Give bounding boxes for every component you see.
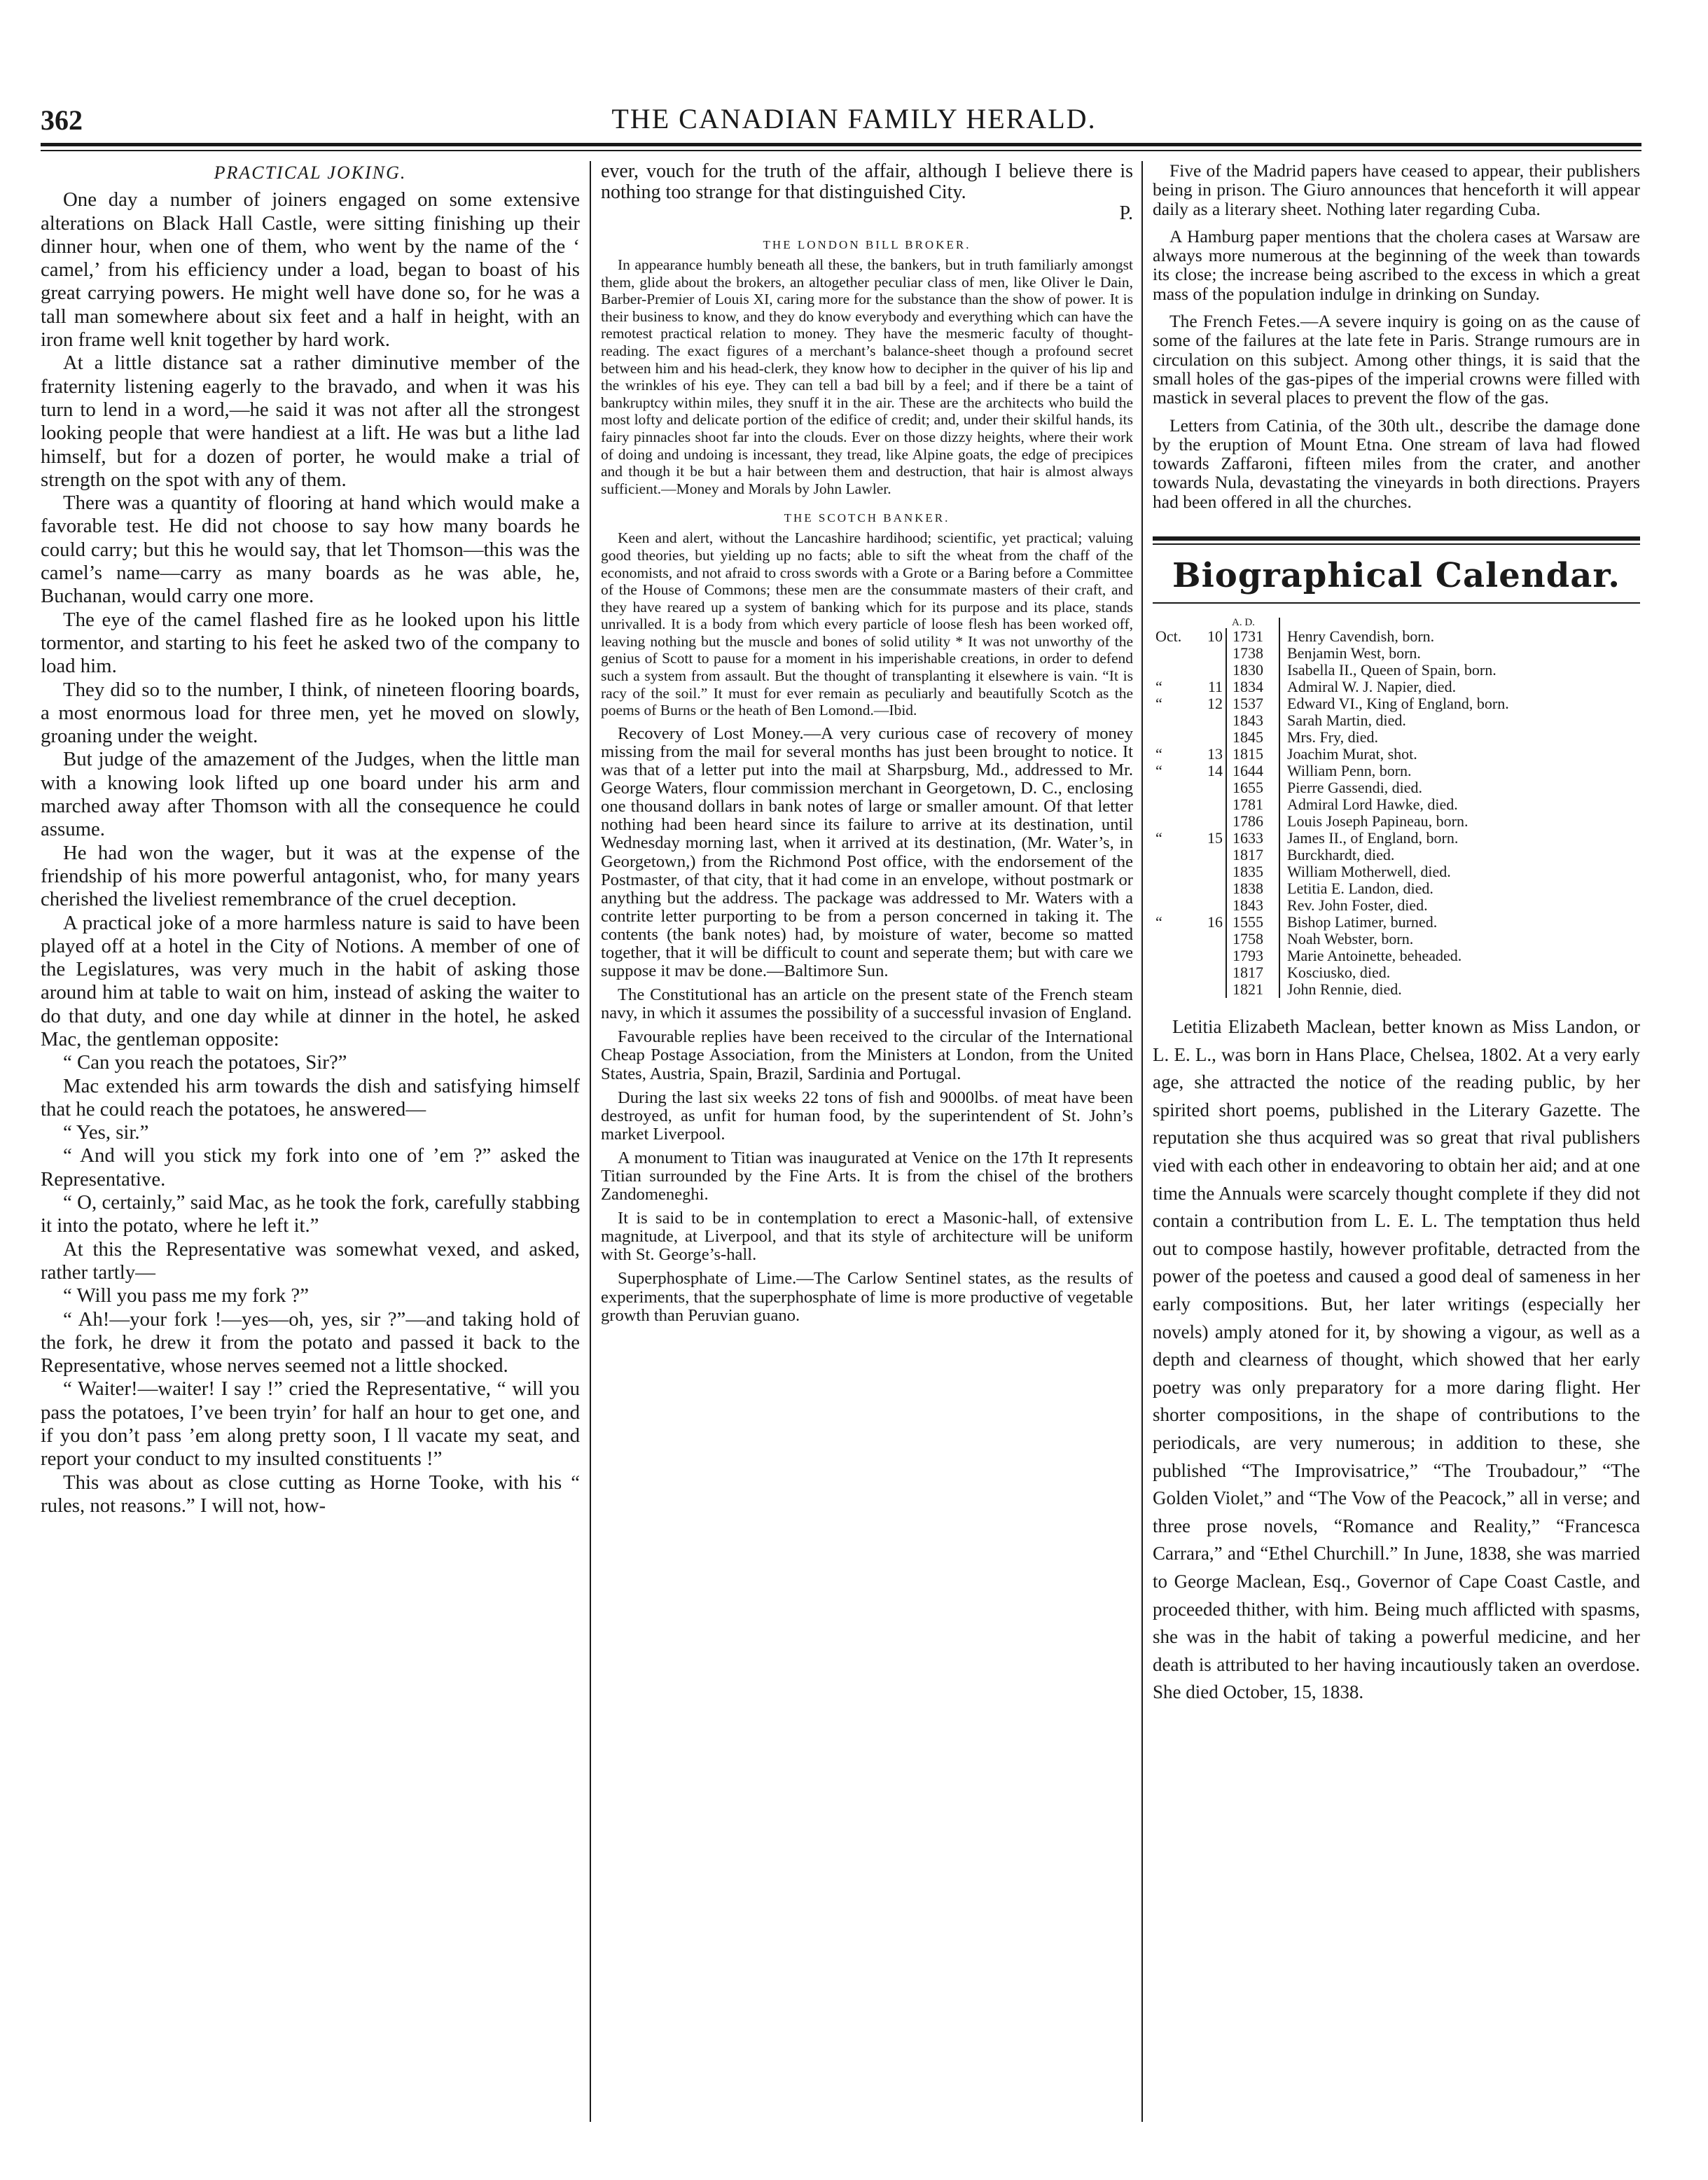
article-paragraph: They did so to the number, I think, of nineteen flooring boards, a most enormous load for three men, yet he moved on slowly, groaning under the weight. — [41, 678, 580, 748]
calendar-row — [1153, 746, 1512, 763]
article-paragraph: At a little distance sat a rather diminutive member of the fraternity listening eagerly to the bravado, and when it was his turn to lend in a word,—he said it was not after all the strongest looking people that were handiest at a lift. He was but a lithe lad himself, but for a dozen of porter, he would make a trial of strength on the spot with any of them. — [41, 352, 580, 491]
calendar-day — [1195, 964, 1226, 981]
calendar-year: 1834 — [1226, 679, 1279, 695]
calendar-row — [1153, 796, 1512, 813]
news-item: It is said to be in contemplation to erect a Masonic-hall, of extensive magnitude, at Liverpool, and that its style of architecture will be uniform with St. George’s-hall. — [601, 1209, 1133, 1265]
calendar-year: 1830 — [1226, 662, 1279, 679]
article-paragraph: “ Waiter!—waiter! I say !” cried the Representative, “ will you pass the potatoes, I’ve been tryin’ for half an hour to get one, and if you don’t pass ’em along pretty soon, I ll vacate my seat, and report your conduct to my insulted constituents !” — [41, 1377, 580, 1471]
calendar-year: 1835 — [1226, 863, 1279, 880]
article-paragraph: Mac extended his arm towards the dish and satisfying himself that he could reach the potatoes, he answered— — [41, 1074, 580, 1120]
calendar-year: 1738 — [1226, 645, 1279, 662]
calendar-month — [1153, 779, 1195, 796]
calendar-year: 1781 — [1226, 796, 1279, 813]
calendar-day: 10 — [1195, 628, 1226, 645]
article-paragraph: “ Will you pass me my fork ?” — [63, 1284, 309, 1307]
article-paragraph: Keen and alert, without the Lancashire hardihood; scientific, yet practical; valuing good theories, but yielding up no facts; able to sift the wheat from the chaff of the economists, and not afraid to cross swords with a Grote or a Baring before a Committee of the House of Commons; these men are the consummate masters of their craft, and they have reared up a system of banking which for its purpose and its place, stands unrivalled. It is a body from which every particle of loose flesh has been worked off, leaving nothing but the muscle and bones of solid utility * It was not unworthy of the genius of Scott to pause for a moment in his imperishable creations, in order to defend such a system from assault. But the thought of transplanting it elsewhere is vain. “It is racy of the soil.” It must for ever remain as peculiarly and beautifully Scotch as the poems of Burns or the heath of Ben Lomond.—Ibid. — [601, 529, 1133, 719]
calendar-event: James II., of England, born. — [1287, 829, 1459, 847]
calendar-year: 1845 — [1226, 729, 1279, 746]
news-item: A Hamburg paper mentions that the cholera cases at Warsaw are always more numerous at the beginning of the week than towards its close; the increase being ascribed to the excess in which a great mass of the population indulge in drinking on Sunday. — [1153, 225, 1640, 304]
masthead-rule-thin — [41, 150, 1641, 151]
calendar-year: 1644 — [1226, 763, 1279, 779]
calendar-event: Isabella II., Queen of Spain, born. — [1287, 661, 1497, 679]
calendar-event: Pierre Gassendi, died. — [1287, 779, 1423, 797]
calendar-year: 1817 — [1226, 847, 1279, 863]
calendar-row — [1153, 779, 1512, 796]
article-signature: P. — [1119, 202, 1133, 224]
calendar-event: Mrs. Fry, died. — [1287, 728, 1378, 747]
article-title: THE SCOTCH BANKER. — [784, 511, 950, 525]
masthead-title: THE CANADIAN FAMILY HERALD. — [611, 103, 1097, 134]
calendar-month — [1153, 813, 1195, 830]
calendar-row — [1153, 763, 1512, 779]
calendar-month: “ — [1155, 829, 1162, 847]
news-item: During the last six weeks 22 tons of fish and 9000lbs. of meat have been destroyed, as unfit for human food, by the superintendent of St. John’s market Liverpool. — [601, 1088, 1133, 1144]
biography-paragraph: Letitia Elizabeth Maclean, better known as Miss Landon, or L. E. L., was born in Hans Place, Chelsea, 1802. At a very early age, she attracted the notice of the reading public, by her spirited short poems, published in the Literary Gazette. The reputation she thus acquired was so great that rival publishers vied with each other in endeavoring to obtain her aid; and at one time the Annuals were scarcely thought complete if they did not contain a contribution from L. E. L. The temptation thus held out to compose hastily, however profitable, detracted from the power of the poetess and caused a good deal of sameness in her early compositions. But, her later writings (especially her novels) amply atoned for it, by showing a vigour, as well as a depth and clearness of thought, which showed that her early poetry was only preparatory for a more daring flight. Her shorter compositions, in the shape of contributions to the periodicals, are very numerous; in addition to these, she published “The Improvisatrice,” “The Troubadour,” “The Golden Violet,” and “The Vow of the Peacock,” all in verse; and three prose novels, “Romance and Reality,” “Francesca Carrara,” and “Ethel Churchill.” In June, 1838, she was married to George Maclean, Esq., Governor of Cape Coast Castle, and proceeded thither, with him. Being much afflicted with spasms, she was in the habit of taking a powerful medicine, and her death is attributed to her having incautiously taken an overdose. She died October, 15, 1838. — [1153, 1016, 1640, 1703]
calendar-event: Admiral Lord Hawke, died. — [1287, 796, 1458, 814]
article-paragraph: “ O, certainly,” said Mac, as he took the fork, carefully stabbing it into the potato, where he left it.” — [41, 1191, 580, 1237]
calendar-table — [1153, 618, 1512, 998]
column-right — [1153, 161, 1640, 2138]
article-paragraph: “ Yes, sir.” — [63, 1121, 149, 1144]
article-paragraph: “ Ah!—your fork !—yes—oh, yes, sir ?”—and taking hold of the fork, he drew it from the potato and passed it back to the Representative, whose nerves seemed not a little shocked. — [41, 1307, 580, 1377]
column-middle — [601, 161, 1133, 2138]
calendar-month: “ — [1155, 745, 1162, 763]
calendar-row — [1153, 914, 1512, 931]
calendar-day: 16 — [1195, 914, 1226, 931]
article-paragraph: There was a quantity of flooring at hand which would make a favorable test. He did not choose to say how many boards he could carry; but this he would say, that let Thomson—this was the camel’s name—carry as many boards as he was able, he, Buchanan, would carry one more. — [41, 492, 580, 608]
calendar-row — [1153, 847, 1512, 863]
article-paragraph: “ Can you reach the potatoes, Sir?” — [63, 1051, 347, 1074]
calendar-event: Joachim Murat, shot. — [1287, 745, 1417, 763]
calendar-event: Admiral W. J. Napier, died. — [1287, 678, 1457, 696]
calendar-month — [1153, 964, 1195, 981]
calendar-day: 15 — [1195, 830, 1226, 847]
calendar-row — [1153, 880, 1512, 897]
news-item: The French Fetes.—A severe inquiry is going on as the cause of some of the failures at the late fete in Paris. Strange rumours are in circulation on this subject. Among other things, it is said that the small holes of the gas-pipes of the imperial crowns were filled with mastick in several places to prevent the flow of the gas. — [1153, 311, 1640, 408]
calendar-row — [1153, 729, 1512, 746]
calendar-month: “ — [1155, 678, 1162, 696]
calendar-event: William Motherwell, died. — [1287, 863, 1451, 881]
calendar-day — [1195, 796, 1226, 813]
calendar-month — [1153, 729, 1195, 746]
calendar-year: 1815 — [1226, 746, 1279, 763]
calendar-event: Bishop Latimer, burned. — [1287, 913, 1438, 931]
calendar-row — [1153, 947, 1512, 964]
page-number: 362 — [41, 104, 83, 136]
article-title: PRACTICAL JOKING. — [214, 162, 407, 183]
calendar-day — [1195, 779, 1226, 796]
calendar-row — [1153, 863, 1512, 880]
calendar-event: John Rennie, died. — [1287, 980, 1402, 999]
calendar-year: 1555 — [1226, 914, 1279, 931]
column-left — [41, 161, 580, 2138]
calendar-day — [1195, 931, 1226, 947]
calendar-header-row — [1153, 618, 1512, 628]
calendar-day — [1195, 813, 1226, 830]
calendar-event: William Penn, born. — [1287, 762, 1412, 780]
calendar-year: 1633 — [1226, 830, 1279, 847]
news-item: Superphosphate of Lime.—The Carlow Sentinel states, as the results of experiments, that the superphosphate of lime is more productive of vegetable growth than Peruvian guano. — [601, 1269, 1133, 1325]
calendar-day: 13 — [1195, 746, 1226, 763]
calendar-row — [1153, 981, 1512, 998]
calendar-row — [1153, 679, 1512, 695]
calendar-event: Noah Webster, born. — [1287, 930, 1414, 948]
article-paragraph: This was about as close cutting as Horne Tooke, with his “ rules, not reasons.” I will not, how- — [41, 1471, 580, 1517]
calendar-month — [1153, 712, 1195, 729]
calendar-year: 1843 — [1226, 897, 1279, 914]
calendar-rule-thin — [1153, 543, 1640, 545]
article-paragraph: But judge of the amazement of the Judges, when the little man with a knowing look lifted up one board under his arm and marched away after Thomson with all the consequence he could assume. — [41, 748, 580, 841]
article-paragraph: In appearance humbly beneath all these, the bankers, but in truth familiarly amongst them, glide about the brokers, an altogether peculiar class of men, like Oliver le Dain, Barber-Premier of Louis XI, caring more for the substance than the show of power. It is their business to know, and they do know everybody and everything which can have the remotest practical relation to money. They have the mesmeric faculty of thought-reading. The exact figures of a merchant’s balance-sheet though a profound secret between him and his head-clerk, they know how to decipher in the quiver of his lip and the wrinkles of his eye. They can tell a bad bill by a feel; and if there be a taint of bankruptcy within miles, they snuff it in the air. These are the architects who build the most lofty and delicate portion of the edifice of credit; and, under their skilful hands, its fairy pinnacles shoot far into the clouds. Ever on those dizzy heights, where their work of doing and undoing is incessant, they tread, like Alpine goats, the edge of precipices and though it be but a hair between them and destruction, that hair is almost always sufficient.—Money and Morals by John Lawler. — [601, 256, 1133, 497]
calendar-row — [1153, 628, 1512, 645]
calendar-event: Burckhardt, died. — [1287, 846, 1395, 864]
calendar-month — [1153, 981, 1195, 998]
calendar-rule — [1153, 536, 1640, 541]
calendar-month: “ — [1155, 913, 1162, 931]
calendar-event: Marie Antoinette, beheaded. — [1287, 947, 1462, 965]
calendar-month — [1153, 947, 1195, 964]
calendar-title-rule — [1153, 602, 1640, 604]
calendar-month: “ — [1155, 762, 1162, 780]
calendar-year: 1655 — [1226, 779, 1279, 796]
calendar-event: Louis Joseph Papineau, born. — [1287, 812, 1469, 831]
calendar-year: 1537 — [1226, 695, 1279, 712]
calendar-year: 1758 — [1226, 931, 1279, 947]
calendar-event: Benjamin West, born. — [1287, 644, 1421, 662]
calendar-month — [1153, 931, 1195, 947]
calendar-year: 1838 — [1226, 880, 1279, 897]
calendar-row — [1153, 830, 1512, 847]
calendar-event: Letitia E. Landon, died. — [1287, 880, 1433, 898]
column-divider — [1141, 161, 1143, 2122]
news-item: A monument to Titian was inaugurated at Venice on the 17th It represents Titian surrounded by the Fine Arts. It is from the chisel of the brothers Zandomeneghi. — [601, 1148, 1133, 1204]
calendar-title: Biographical Calendar. — [1172, 556, 1620, 596]
calendar-month — [1153, 847, 1195, 863]
article-paragraph: At this the Representative was somewhat vexed, and asked, rather tartly— — [41, 1237, 580, 1284]
news-item: Recovery of Lost Money.—A very curious case of recovery of money missing from the mail for several months has just been brought to notice. It was that of a letter put into the mail at Sharpsburg, Md., addressed to Mr. George Waters, flour commission merchant in Georgetown, D. C., enclosing one thousand dollars in bank notes of large or smaller amount. Of that letter nothing had been heard since its failure to arrive at its destination, until Wednesday morning last, when it arrived at its destination, (Mr. Water’s, in Georgetown,) from the Richmond Post office, with the endorsement of the Postmaster, of that city, that it had come in an envelope, without postmark or anything but the address. The package was addressed to Mr. Waters with a contrite letter purporting to be from a person concerned in taking it. The contents (the bank notes) had, by moisture of water, become so matted together, that it will be difficult to count and seperate them; but with care we suppose it mav be done.—Baltimore Sun. — [601, 723, 1133, 981]
article-continuation: ever, vouch for the truth of the affair, although I believe there is nothing too strange for that distinguished City. — [601, 161, 1133, 203]
calendar-month: “ — [1155, 695, 1162, 713]
calendar-day: 14 — [1195, 763, 1226, 779]
news-item: Five of the Madrid papers have ceased to appear, their publishers being in prison. The Giuro announces that henceforth it will appear daily as a literary sheet. Nothing later regarding Cuba. — [1153, 161, 1640, 219]
calendar-day — [1195, 863, 1226, 880]
calendar-month — [1153, 796, 1195, 813]
calendar-year: 1793 — [1226, 947, 1279, 964]
calendar-row — [1153, 695, 1512, 712]
calendar-day: 11 — [1195, 679, 1226, 695]
calendar-month — [1153, 897, 1195, 914]
calendar-day — [1195, 712, 1226, 729]
calendar-day — [1195, 880, 1226, 897]
masthead-rule — [41, 143, 1641, 146]
article-title: THE LONDON BILL BROKER. — [763, 238, 971, 251]
calendar-year: 1786 — [1226, 813, 1279, 830]
calendar-day — [1195, 981, 1226, 998]
article-paragraph: He had won the wager, but it was at the expense of the friendship of his more powerful antagonist, who, for many years cherished the liveliest remembrance of the cruel deception. — [41, 841, 580, 911]
column-divider — [590, 161, 591, 2122]
news-item: Letters from Catinia, of the 30th ult., describe the damage done by the eruption of Mount Etna. One stream of lava had flowed towards Zaffaroni, fifteen miles from the crater, and another towards Nula, devastating the vineyards in both directions. Prayers had been offered in all the churches. — [1153, 415, 1640, 512]
calendar-month — [1153, 863, 1195, 880]
calendar-month — [1153, 645, 1195, 662]
calendar-day — [1195, 897, 1226, 914]
calendar-row — [1153, 645, 1512, 662]
calendar-year: 1821 — [1226, 981, 1279, 998]
calendar-month: Oct. — [1155, 627, 1182, 646]
calendar-row — [1153, 662, 1512, 679]
calendar-event: Henry Cavendish, born. — [1287, 627, 1435, 646]
news-item: The Constitutional has an article on the present state of the French steam navy, in which it assumes the possibility of a successful invasion of England. — [601, 985, 1133, 1023]
calendar-row — [1153, 931, 1512, 947]
calendar-year: 1843 — [1226, 712, 1279, 729]
calendar-event: Edward VI., King of England, born. — [1287, 695, 1509, 713]
calendar-event: Kosciusko, died. — [1287, 964, 1391, 982]
news-item: Favourable replies have been received to the circular of the International Cheap Postage Association, from the Ministers at London, from the United States, Austria, Spain, Brazil, Sardinia and Portugal. — [601, 1027, 1133, 1083]
calendar-month — [1153, 662, 1195, 679]
article-paragraph: The eye of the camel flashed fire as he looked upon his little tormentor, and starting to his feet he asked two of the company to load him. — [41, 608, 580, 678]
calendar-event: Rev. John Foster, died. — [1287, 896, 1428, 915]
calendar-day — [1195, 729, 1226, 746]
calendar-day — [1195, 645, 1226, 662]
article-paragraph: One day a number of joiners engaged on some extensive alterations on Black Hall Castle, were sitting finishing up their dinner hour, when one of them, who went by the name of the ‘ camel,’ from his efficiency under a load, began to boast of his great carrying powers. He might well have done so, for he was a tall man somewhere about six feet and a half in height, with an iron frame well knit together by hard work. — [41, 188, 580, 352]
calendar-day: 12 — [1195, 695, 1226, 712]
calendar-row — [1153, 712, 1512, 729]
calendar-month — [1153, 880, 1195, 897]
article-paragraph: “ And will you stick my fork into one of ’em ?” asked the Representative. — [41, 1144, 580, 1190]
calendar-day — [1195, 662, 1226, 679]
calendar-day — [1195, 947, 1226, 964]
calendar-ad-label: A. D. — [1226, 618, 1279, 628]
calendar-day — [1195, 847, 1226, 863]
article-paragraph: A practical joke of a more harmless nature is said to have been played off at a hotel in the City of Notions. A member of one of the Legislatures, was very much in the habit of asking those around him at table to wait on him, instead of asking the waiter to do that duty, and one day while at dinner in the hotel, he asked Mac, the gentleman opposite: — [41, 911, 580, 1050]
calendar-row — [1153, 964, 1512, 981]
calendar-event: Sarah Martin, died. — [1287, 711, 1406, 730]
calendar-row — [1153, 897, 1512, 914]
calendar-row — [1153, 813, 1512, 830]
calendar-year: 1731 — [1226, 628, 1279, 645]
calendar-year: 1817 — [1226, 964, 1279, 981]
